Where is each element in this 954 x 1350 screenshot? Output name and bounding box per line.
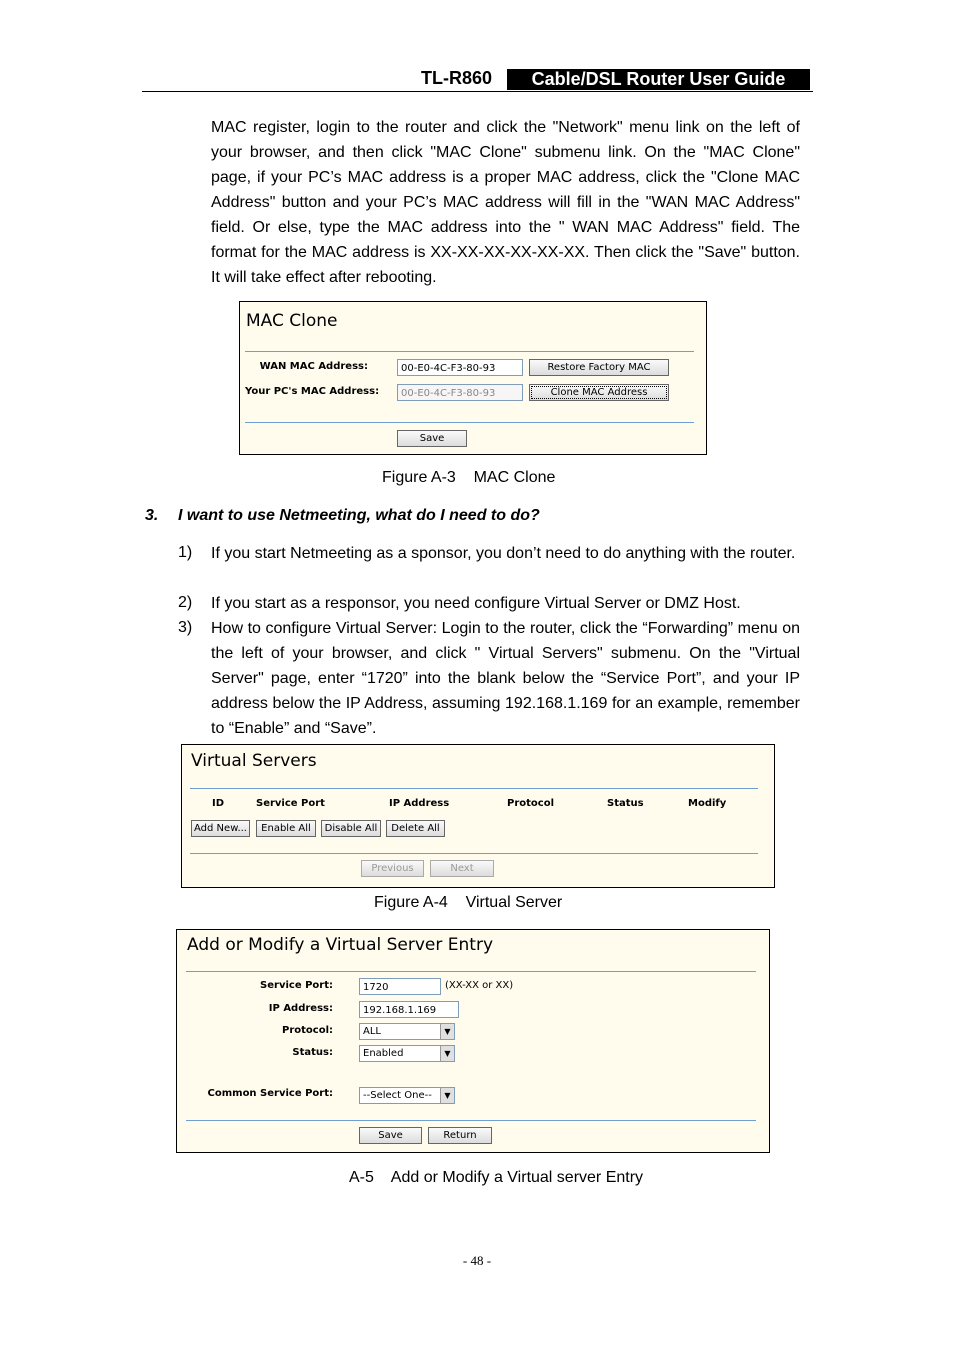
- service-port-hint: (XX-XX or XX): [445, 980, 514, 991]
- column-header-modify: Modify: [688, 798, 727, 809]
- column-header-service-port: Service Port: [256, 798, 325, 809]
- previous-button[interactable]: Previous: [361, 860, 424, 877]
- column-header-status: Status: [607, 798, 644, 809]
- add-modify-virtual-server-panel: [176, 929, 770, 1153]
- chevron-down-icon: ▼: [440, 1024, 454, 1039]
- service-port-input[interactable]: 1720: [359, 978, 441, 995]
- clone-mac-address-button[interactable]: Clone MAC Address: [529, 384, 669, 401]
- common-service-port-selected-value: --Select One--: [363, 1090, 432, 1101]
- list-item: If you start as a responsor, you need configure Virtual Server or DMZ Host.: [211, 595, 741, 612]
- status-selected-value: Enabled: [363, 1048, 404, 1059]
- protocol-selected-value: ALL: [363, 1026, 381, 1037]
- question-text: I want to use Netmeeting, what do I need to do?: [178, 507, 540, 524]
- page-number: - 48 -: [462, 1253, 492, 1268]
- status-select[interactable]: [359, 1045, 455, 1062]
- save-button[interactable]: Save: [359, 1127, 422, 1144]
- chevron-down-icon: ▼: [440, 1088, 454, 1103]
- divider: [186, 1120, 756, 1121]
- service-port-label: Service Port:: [260, 980, 333, 991]
- divider: [190, 853, 758, 854]
- list-item: If you start Netmeeting as a sponsor, you don’t need to do anything with the router.: [211, 545, 796, 562]
- column-header-ip-address: IP Address: [389, 798, 450, 809]
- figure-caption-a3: Figure A-3 MAC Clone: [382, 469, 556, 486]
- divider: [245, 351, 694, 352]
- disable-all-button[interactable]: Disable All: [321, 820, 381, 837]
- list-item-number: 3): [178, 619, 193, 636]
- virtual-servers-title: Virtual Servers: [191, 751, 317, 771]
- next-button[interactable]: Next: [430, 860, 494, 877]
- save-button[interactable]: Save: [397, 430, 467, 447]
- protocol-label: Protocol:: [281, 1025, 333, 1036]
- column-header-id: ID: [212, 798, 225, 809]
- common-service-port-select[interactable]: [359, 1087, 455, 1104]
- status-label: Status:: [292, 1047, 333, 1058]
- document-title: Cable/DSL Router User Guide: [507, 69, 810, 90]
- enable-all-button[interactable]: Enable All: [256, 820, 316, 837]
- column-header-protocol: Protocol: [507, 798, 555, 809]
- add-modify-title: Add or Modify a Virtual Server Entry: [187, 935, 493, 955]
- ip-address-input[interactable]: 192.168.1.169: [359, 1001, 459, 1018]
- mac-clone-title: MAC Clone: [246, 311, 338, 331]
- document-model: TL-R860: [421, 68, 493, 88]
- ip-address-label: IP Address:: [268, 1003, 333, 1014]
- mac-clone-panel: [239, 301, 707, 455]
- question-number: 3.: [145, 507, 159, 524]
- intro-paragraph: MAC register, login to the router and click the "Network" menu link on the left of your browser, and then click "MAC Clone" submenu link. On the "MAC Clone" page, if your PC’s MAC address is a proper MAC address, click the "Clone MAC Address" button and your PC’s MAC address will fill in the "WAN MAC Address" field. Or else, type the MAC address into the " WAN MAC Address" field. The format for the MAC address is XX-XX-XX-XX-XX-XX. Then click the "Save" button. It will take effect after rebooting.: [211, 119, 800, 286]
- chevron-down-icon: ▼: [440, 1046, 454, 1061]
- figure-caption-a4: Figure A-4 Virtual Server: [374, 894, 563, 911]
- list-item-number: 2): [178, 594, 193, 611]
- return-button[interactable]: Return: [428, 1127, 492, 1144]
- list-item: How to configure Virtual Server: Login to the router, click the “Forwarding” menu on the left of your browser, and click " Virtual Servers" submenu. On the "Virtual Server" page, enter “1720” into the blank below the “Service Port”, and your IP address below the IP Address, assuming 192.168.1.169 for an example, remember to “Enable” and “Save”.: [211, 620, 800, 737]
- protocol-select[interactable]: [359, 1023, 455, 1040]
- common-service-port-label: Common Service Port:: [207, 1088, 333, 1099]
- pc-mac-label: Your PC's MAC Address:: [245, 386, 380, 397]
- figure-caption-a5: A-5 Add or Modify a Virtual server Entry: [349, 1169, 644, 1186]
- restore-factory-mac-button[interactable]: Restore Factory MAC: [529, 359, 669, 376]
- list-item-number: 1): [178, 544, 193, 561]
- add-new-button[interactable]: Add New...: [191, 820, 250, 837]
- divider: [186, 971, 756, 972]
- divider: [245, 422, 694, 423]
- divider: [190, 788, 758, 789]
- wan-mac-input[interactable]: 00-E0-4C-F3-80-93: [397, 359, 523, 376]
- wan-mac-label: WAN MAC Address:: [259, 361, 368, 372]
- delete-all-button[interactable]: Delete All: [386, 820, 445, 837]
- virtual-servers-panel: [181, 744, 775, 888]
- header-divider: [142, 91, 813, 92]
- pc-mac-field: 00-E0-4C-F3-80-93: [397, 384, 523, 401]
